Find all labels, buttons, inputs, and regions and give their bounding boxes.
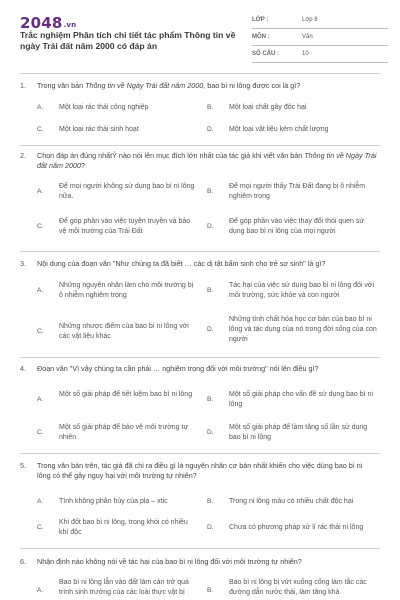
question-text-part: ? — [80, 161, 85, 170]
question-number: 6. — [20, 557, 26, 566]
divider — [20, 357, 380, 358]
header — [20, 12, 380, 64]
meta-row-class — [252, 12, 388, 29]
question-6 — [20, 557, 380, 600]
question-text — [37, 461, 377, 481]
option-b[interactable] — [207, 497, 380, 509]
option-text: Những nguyên nhân làm cho môi trường bị ô nhiễm nghiêm trọng — [59, 282, 194, 299]
option-letter: B. — [207, 498, 214, 505]
divider — [20, 453, 380, 454]
question-text-part: Nội dung của đoạn văn "Như chúng ta đã biết … các dị tật bẩm sinh cho trẻ sơ sinh" là gì? — [37, 259, 326, 268]
option-letter: B. — [207, 188, 214, 195]
option-a[interactable] — [37, 281, 217, 303]
option-text: Trong ni lông màu có nhiều chất độc hại — [229, 498, 354, 505]
option-text: Tác hại của việc sử dụng bao bì ni lông đối với môi trường, sức khỏe và con người — [229, 282, 375, 299]
option-letter: C. — [37, 524, 44, 531]
option-b[interactable] — [207, 390, 380, 412]
question-number: 2. — [20, 151, 26, 160]
question-4 — [20, 364, 380, 454]
question-text — [37, 259, 377, 269]
question-text — [37, 151, 377, 171]
question-1 — [20, 81, 380, 141]
option-text: Bao bì ni lông bị vứt xuống cống làm tắc các đường dẫn nước thải, làm tăng khả — [229, 579, 367, 596]
option-b[interactable] — [207, 578, 380, 600]
option-text: Những tính chất hóa học cơ bản của bao bì ni lông và tác dụng của nó trong đời sống của con người — [229, 316, 377, 343]
option-text: Những nhược điểm của bao bì ni lông với các vật liệu khác — [59, 323, 189, 340]
option-letter: B. — [207, 587, 214, 594]
option-letter: D. — [207, 524, 214, 531]
option-letter: C. — [37, 429, 44, 436]
option-a[interactable] — [37, 578, 217, 600]
option-text: Một số giải pháp để bảo vệ môi trường tự nhiên — [59, 424, 189, 441]
question-number: 1. — [20, 81, 26, 90]
page-title: Trắc nghiệm Phân tích chi tiết tác phẩm Thông tin về ngày Trái đất năm 2000 có đáp án — [20, 30, 236, 51]
logo-main: 2048 — [20, 14, 63, 32]
question-text-part: bao bì ni lông được coi là gì? — [205, 81, 301, 90]
option-text: Một loại rác thải sinh hoạt — [59, 126, 139, 133]
option-text: Một loại chất gây độc hại — [229, 104, 307, 111]
meta-value: Lớp 8 — [302, 17, 318, 23]
meta-value: 10 — [302, 51, 309, 57]
option-letter: A. — [37, 396, 44, 403]
meta-key: MÔN : — [252, 34, 270, 40]
option-text: Để góp phần vào việc tuyên truyền và bảo vệ môi trường của Trái Đất — [59, 218, 191, 235]
question-number: 4. — [20, 364, 26, 373]
option-d[interactable] — [207, 523, 380, 535]
option-letter: B. — [207, 396, 214, 403]
option-b[interactable] — [207, 281, 380, 303]
question-2 — [20, 151, 380, 246]
option-d[interactable] — [207, 217, 380, 239]
option-c[interactable] — [37, 217, 217, 239]
question-3 — [20, 259, 380, 359]
option-text: Để mọi người thấy Trái Đất đang bị ô nhiễm nghiêm trọng — [229, 183, 366, 200]
option-letter: C. — [37, 126, 44, 133]
divider — [20, 251, 380, 252]
option-letter: D. — [207, 126, 214, 133]
option-letter: A. — [37, 287, 44, 294]
divider — [20, 145, 380, 146]
option-text: Để mọi người không sử dụng bao bì ni lông nữa. — [59, 183, 195, 200]
question-text-part: Chọn đáp án đúng nhấtỶ nào nói lên mục đích lớn nhất của tác giả khi viết văn bản — [37, 151, 305, 160]
option-a[interactable] — [37, 390, 217, 412]
option-letter: B. — [207, 287, 214, 294]
option-text: Tính không phân hủy của pla – xtic — [59, 498, 168, 505]
meta-info — [252, 12, 388, 63]
option-text: Một số giải pháp cho vấn đề sử dụng bao bì ni lông — [229, 391, 374, 408]
option-a[interactable] — [37, 182, 217, 204]
option-a[interactable] — [37, 497, 217, 509]
option-text: Khi đốt bao bì ni lông, trong khói có nhiều khí độc — [59, 519, 188, 536]
meta-row-subject — [252, 29, 388, 46]
option-text: Để góp phần vào việc thay đổi thói quen sử dụng bao bì ni lông của mọi người — [229, 218, 365, 235]
option-text: Chưa có phương pháp xử lí rác thải ni lông — [229, 524, 364, 531]
question-number: 5. — [20, 461, 26, 470]
divider — [20, 73, 380, 74]
option-letter: A. — [37, 104, 44, 111]
option-letter: C. — [37, 328, 44, 335]
question-text-part: Trong văn bản trên, tác giả đã chỉ ra điều gì là nguyên nhân cơ bản nhất khiến cho việc dùng bao bì ni lông có thể gây nguy hại với môi trường tự nhiên? — [37, 461, 363, 480]
option-text: Một loại rác thải công nghiệp — [59, 104, 149, 111]
question-text — [37, 81, 377, 91]
option-letter: D. — [207, 223, 214, 230]
option-letter: C. — [37, 223, 44, 230]
option-text: Một loại vật liệu kém chất lượng — [229, 126, 329, 133]
option-letter: B. — [207, 104, 214, 111]
option-c[interactable] — [37, 518, 217, 540]
option-d[interactable] — [207, 315, 380, 347]
logo-suffix: .vn — [63, 21, 77, 29]
question-text-part: Nhận định nào không nói về tác hại của bao bì ni lông đối với môi trường tự nhiên? — [37, 557, 302, 566]
meta-key: SỐ CÂU : — [252, 51, 279, 57]
option-d[interactable] — [207, 423, 380, 445]
question-5 — [20, 461, 380, 546]
option-c[interactable] — [37, 423, 217, 445]
option-letter: A. — [37, 498, 44, 505]
question-text — [37, 364, 377, 374]
question-text-part: Trong văn bản — [37, 81, 86, 90]
question-text — [37, 557, 377, 567]
question-text-part: Đoạn văn "Vì vậy chúng ta cần phải … nghiêm trọng đối với môi trường" nói lên điều gì? — [37, 364, 319, 373]
option-letter: D. — [207, 326, 214, 333]
option-text: Một số giải pháp để làm tăng số lần sử dụng bao bì ni lông — [229, 424, 368, 441]
option-c[interactable] — [37, 322, 217, 344]
option-letter: A. — [37, 587, 44, 594]
option-b[interactable] — [207, 182, 380, 204]
meta-value: Văn — [302, 34, 313, 40]
meta-key: LỚP : — [252, 17, 269, 23]
option-text: Một số giải pháp để tiết kiệm bao bì ni lông — [59, 391, 193, 398]
option-text: Bao bì ni lông lẫn vào đất làm cản trở quá trình sinh trưởng của các loài thực vật bị — [59, 579, 189, 596]
divider — [20, 548, 380, 549]
question-number: 3. — [20, 259, 26, 268]
option-letter: A. — [37, 188, 44, 195]
question-text-italic: Thông tin về Ngày Trái đất năm 2000 — [37, 151, 377, 170]
option-letter: D. — [207, 429, 214, 436]
meta-row-count — [252, 46, 388, 63]
question-text-italic: Thông tin về Ngày Trái đất năm 2000, — [85, 81, 206, 90]
